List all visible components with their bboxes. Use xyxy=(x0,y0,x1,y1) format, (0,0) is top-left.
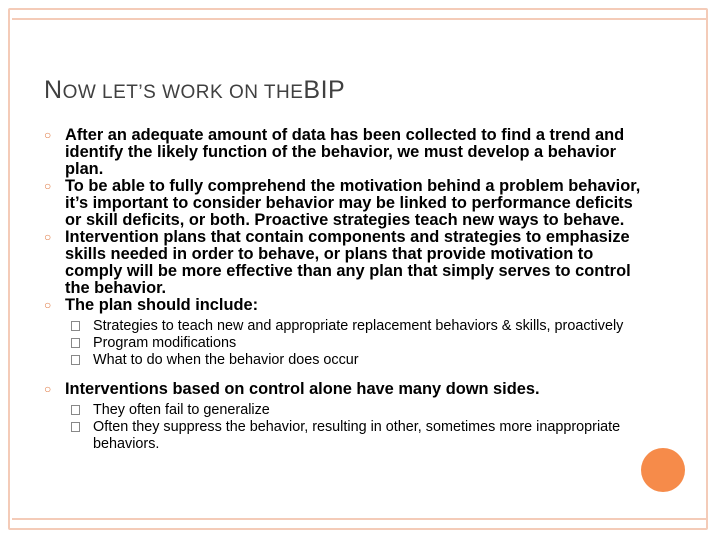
bullet-text: After an adequate amount of data has been collected to find a trend and identify the likely function of the behavior, we must develop a behavior plan. xyxy=(65,126,625,178)
title-capital: N xyxy=(44,76,63,104)
bullet-text: The plan should include: xyxy=(65,296,259,314)
bullet-item xyxy=(44,178,644,229)
slide-frame-top-line xyxy=(12,18,706,20)
sub-bullet-box-icon xyxy=(71,321,80,331)
bullet-ring-icon: ○ xyxy=(44,128,52,142)
sub-bullet-text: Strategies to teach new and appropriate replacement behaviors & skills, proactively xyxy=(93,318,624,334)
sub-bullet-text: They often fail to generalize xyxy=(93,402,270,418)
sub-bullet-item xyxy=(44,402,644,419)
sub-bullet-item xyxy=(44,352,644,369)
slide-title xyxy=(44,76,345,105)
bullet-ring-icon: ○ xyxy=(44,230,52,244)
bullet-text: Interventions based on control alone have many down sides. xyxy=(65,380,540,398)
decorative-orange-circle xyxy=(641,448,685,492)
bullet-item xyxy=(44,127,644,178)
bullet-ring-icon: ○ xyxy=(44,179,52,193)
bullet-item xyxy=(44,297,644,314)
sub-bullet-item xyxy=(44,335,644,352)
bullet-text: To be able to fully comprehend the motivation behind a problem behavior, it’s important to consider behavior may be linked to performance deficits or skill deficits, or both. Proactive strategies teach new ways to behave. xyxy=(65,177,641,229)
slide-frame-bottom-line xyxy=(12,518,706,520)
bullet-text: Intervention plans that contain components and strategies to emphasize skills needed in order to behave, or plans that provide motivation to comply will be more effective than any plan that simply serves to control the behavior. xyxy=(65,228,631,297)
bullet-item xyxy=(44,381,644,398)
bullet-ring-icon: ○ xyxy=(44,382,52,396)
sub-bullet-text: Program modifications xyxy=(93,335,237,351)
sub-bullet-box-icon xyxy=(71,422,80,432)
slide-body xyxy=(44,127,644,453)
sub-bullet-item xyxy=(44,419,644,453)
title-small-caps: OW LET’S WORK ON THE xyxy=(62,82,304,103)
bullet-ring-icon: ○ xyxy=(44,298,52,312)
bullet-item xyxy=(44,229,644,297)
sub-bullet-item xyxy=(44,318,644,335)
sub-bullet-box-icon xyxy=(71,338,80,348)
sub-bullet-text: What to do when the behavior does occur xyxy=(93,352,359,368)
title-end: BIP xyxy=(303,76,346,104)
sub-bullet-box-icon xyxy=(71,405,80,415)
sub-bullet-text: Often they suppress the behavior, resulting in other, sometimes more inappropriate behaviors. xyxy=(93,419,621,452)
sub-bullet-box-icon xyxy=(71,355,80,365)
